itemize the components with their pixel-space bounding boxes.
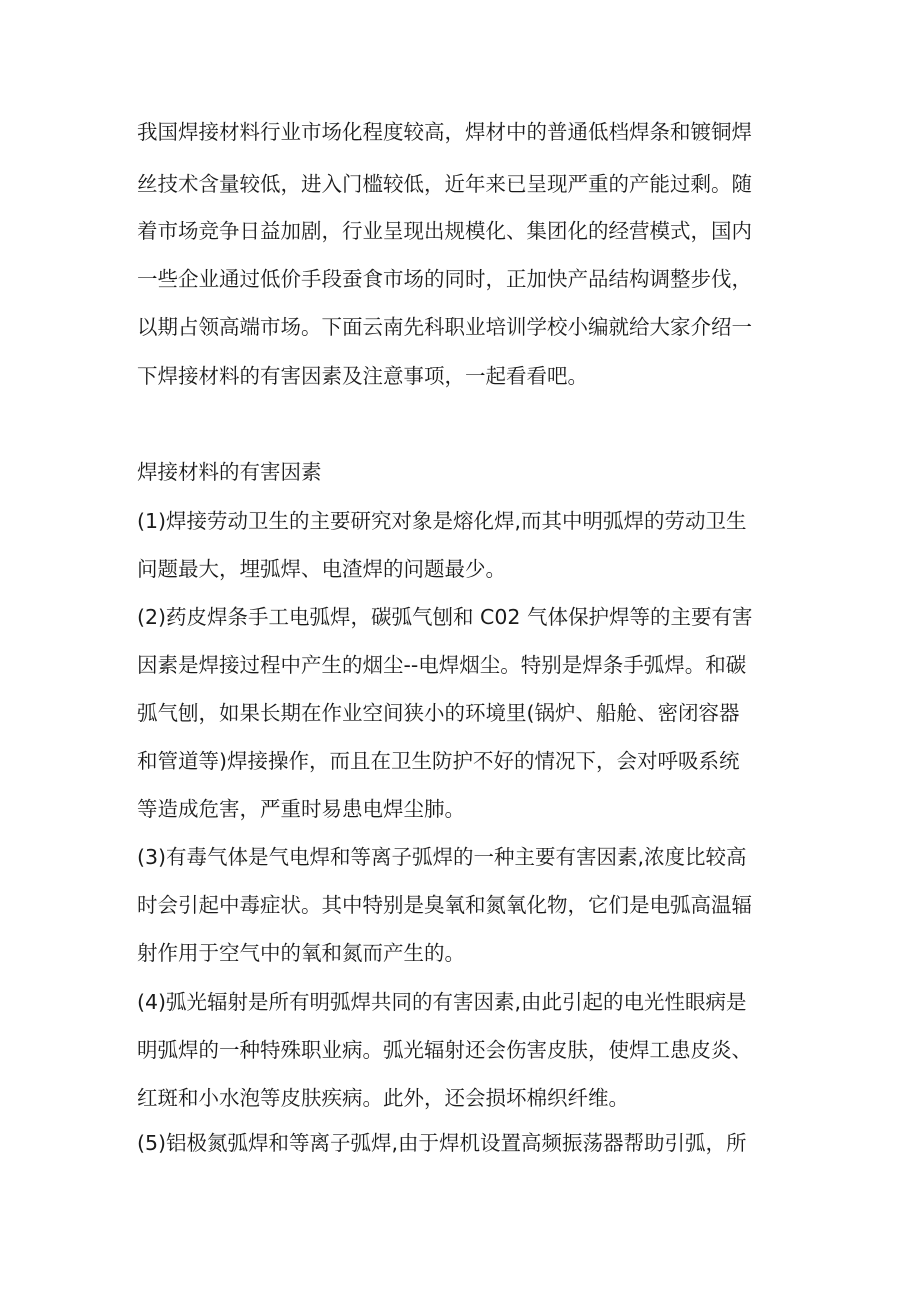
intro-line-5: 以期占领高端市场。下面云南先科职业培训学校小编就给大家介绍一 — [137, 315, 752, 339]
body-line-9: 时会引起中毒症状。其中特别是臭氧和氮氧化物，它们是电弧高温辐 — [137, 893, 752, 917]
intro-line-2: 丝技术含量较低，进入门槛较低，近年来已呈现严重的产能过剩。随 — [137, 172, 752, 196]
body-line-5: 弧气刨，如果长期在作业空间狭小的环境里(锅炉、船舱、密闭容器 — [137, 701, 740, 725]
body-line-2: 问题最大，埋弧焊、电渣焊的问题最少。 — [137, 557, 506, 581]
intro-line-1: 我国焊接材料行业市场化程度较高，焊材中的普通低档焊条和镀铜焊 — [137, 120, 752, 144]
intro-line-6: 下焊接材料的有害因素及注意事项，一起看看吧。 — [137, 364, 588, 388]
body-line-7: 等造成危害，严重时易患电焊尘肺。 — [137, 797, 465, 821]
body-line-11: (4)弧光辐射是所有明弧焊共同的有害因素,由此引起的电光性眼病是 — [137, 990, 747, 1014]
body-line-10: 射作用于空气中的氧和氮而产生的。 — [137, 941, 465, 965]
body-line-12: 明弧焊的一种特殊职业病。弧光辐射还会伤害皮肤，使焊工患皮炎、 — [137, 1038, 752, 1062]
body-line-8: (3)有毒气体是气电焊和等离子弧焊的一种主要有害因素,浓度比较高 — [137, 845, 747, 869]
body-line-13: 红斑和小水泡等皮肤疾病。此外，还会损坏棉织纤维。 — [137, 1086, 629, 1110]
section-heading: 焊接材料的有害因素 — [137, 460, 322, 484]
body-line-14: (5)铝极氮弧焊和等离子弧焊,由于焊机设置高频振荡器帮助引弧，所 — [137, 1131, 747, 1155]
body-line-4: 因素是焊接过程中产生的烟尘--电焊烟尘。特别是焊条手弧焊。和碳 — [137, 653, 747, 677]
intro-line-3: 着市场竞争日益加剧，行业呈现出规模化、集团化的经营模式，国内 — [137, 219, 752, 243]
body-line-1: (1)焊接劳动卫生的主要研究对象是熔化焊,而其中明弧焊的劳动卫生 — [137, 509, 747, 533]
intro-line-4: 一些企业通过低价手段蚕食市场的同时，正加快产品结构调整步伐， — [137, 267, 752, 291]
body-line-6: 和管道等)焊接操作，而且在卫生防护不好的情况下，会对呼吸系统 — [137, 749, 740, 773]
body-line-3: (2)药皮焊条手工电弧焊，碳弧气刨和 C02 气体保护焊等的主要有害 — [137, 605, 753, 629]
